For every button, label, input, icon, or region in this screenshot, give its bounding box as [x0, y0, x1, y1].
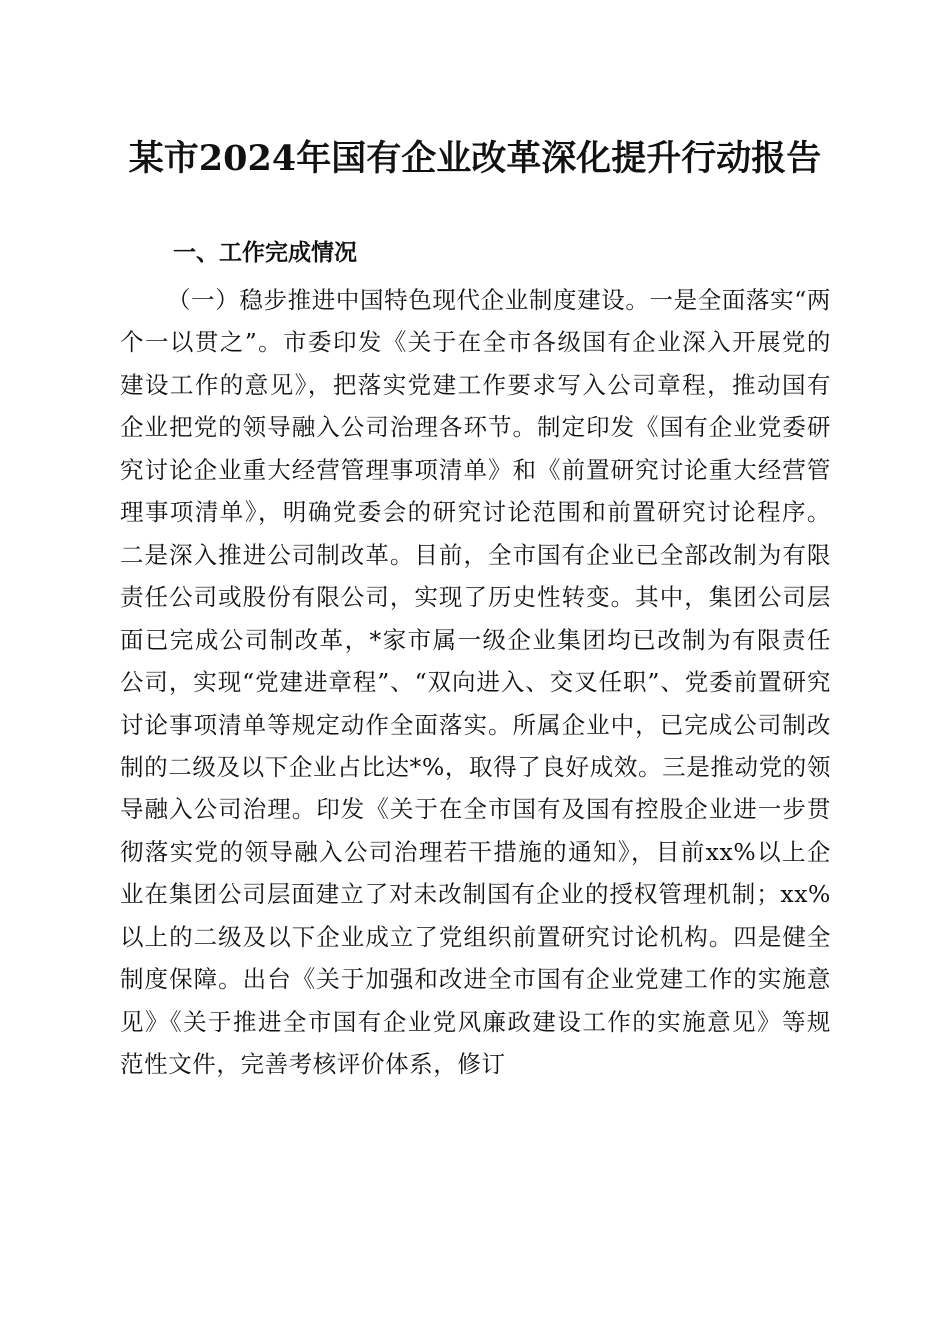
section-heading: 一、工作完成情况 — [173, 240, 357, 266]
body-paragraph: （一）稳步推进中国特色现代企业制度建设。一是全面落实“两个一以贯之”。市委印发《关于在全市各级国有企业深入开展党的建设工作的意见》，把落实党建工作要求写入公司章程，推动国有企业把党的领导融入公司治理各环节。制定印发《国有企业党委研究讨论企业重大经营管理事项清单》和《前置研究讨论重大经营管理事项清单》，明确党委会的研究讨论范围和前置研究讨论程序。二是深入推进公司制改革。目前，全市国有企业已全部改制为有限责任公司或股份有限公司，实现了历史性转变。其中，集团公司层面已完成公司制改革，*家市属一级企业集团均已改制为有限责任公司，实现“党建进章程”、“双向进入、交叉任职”、党委前置研究讨论事项清单等规定动作全面落实。所属企业中，已完成公司制改制的二级及以下企业占比达*%，取得了良好成效。三是推动党的领导融入公司治理。印发《关于在全市国有及国有控股企业进一步贯彻落实党的领导融入公司治理若干措施的通知》，目前xx%以上企业在集团公司层面建立了对未改制国有企业的授权管理机制；xx%以上的二级及以下企业成立了党组织前置研究讨论机构。四是健全制度保障。出台《关于加强和改进全市国有企业党建工作的实施意见》《关于推进全市国有企业党风廉政建设工作的实施意见》等规范性文件，完善考核评价体系，修订 — [120, 286, 831, 1079]
document-title: 某市2024年国有企业改革深化提升行动报告 — [128, 138, 822, 179]
